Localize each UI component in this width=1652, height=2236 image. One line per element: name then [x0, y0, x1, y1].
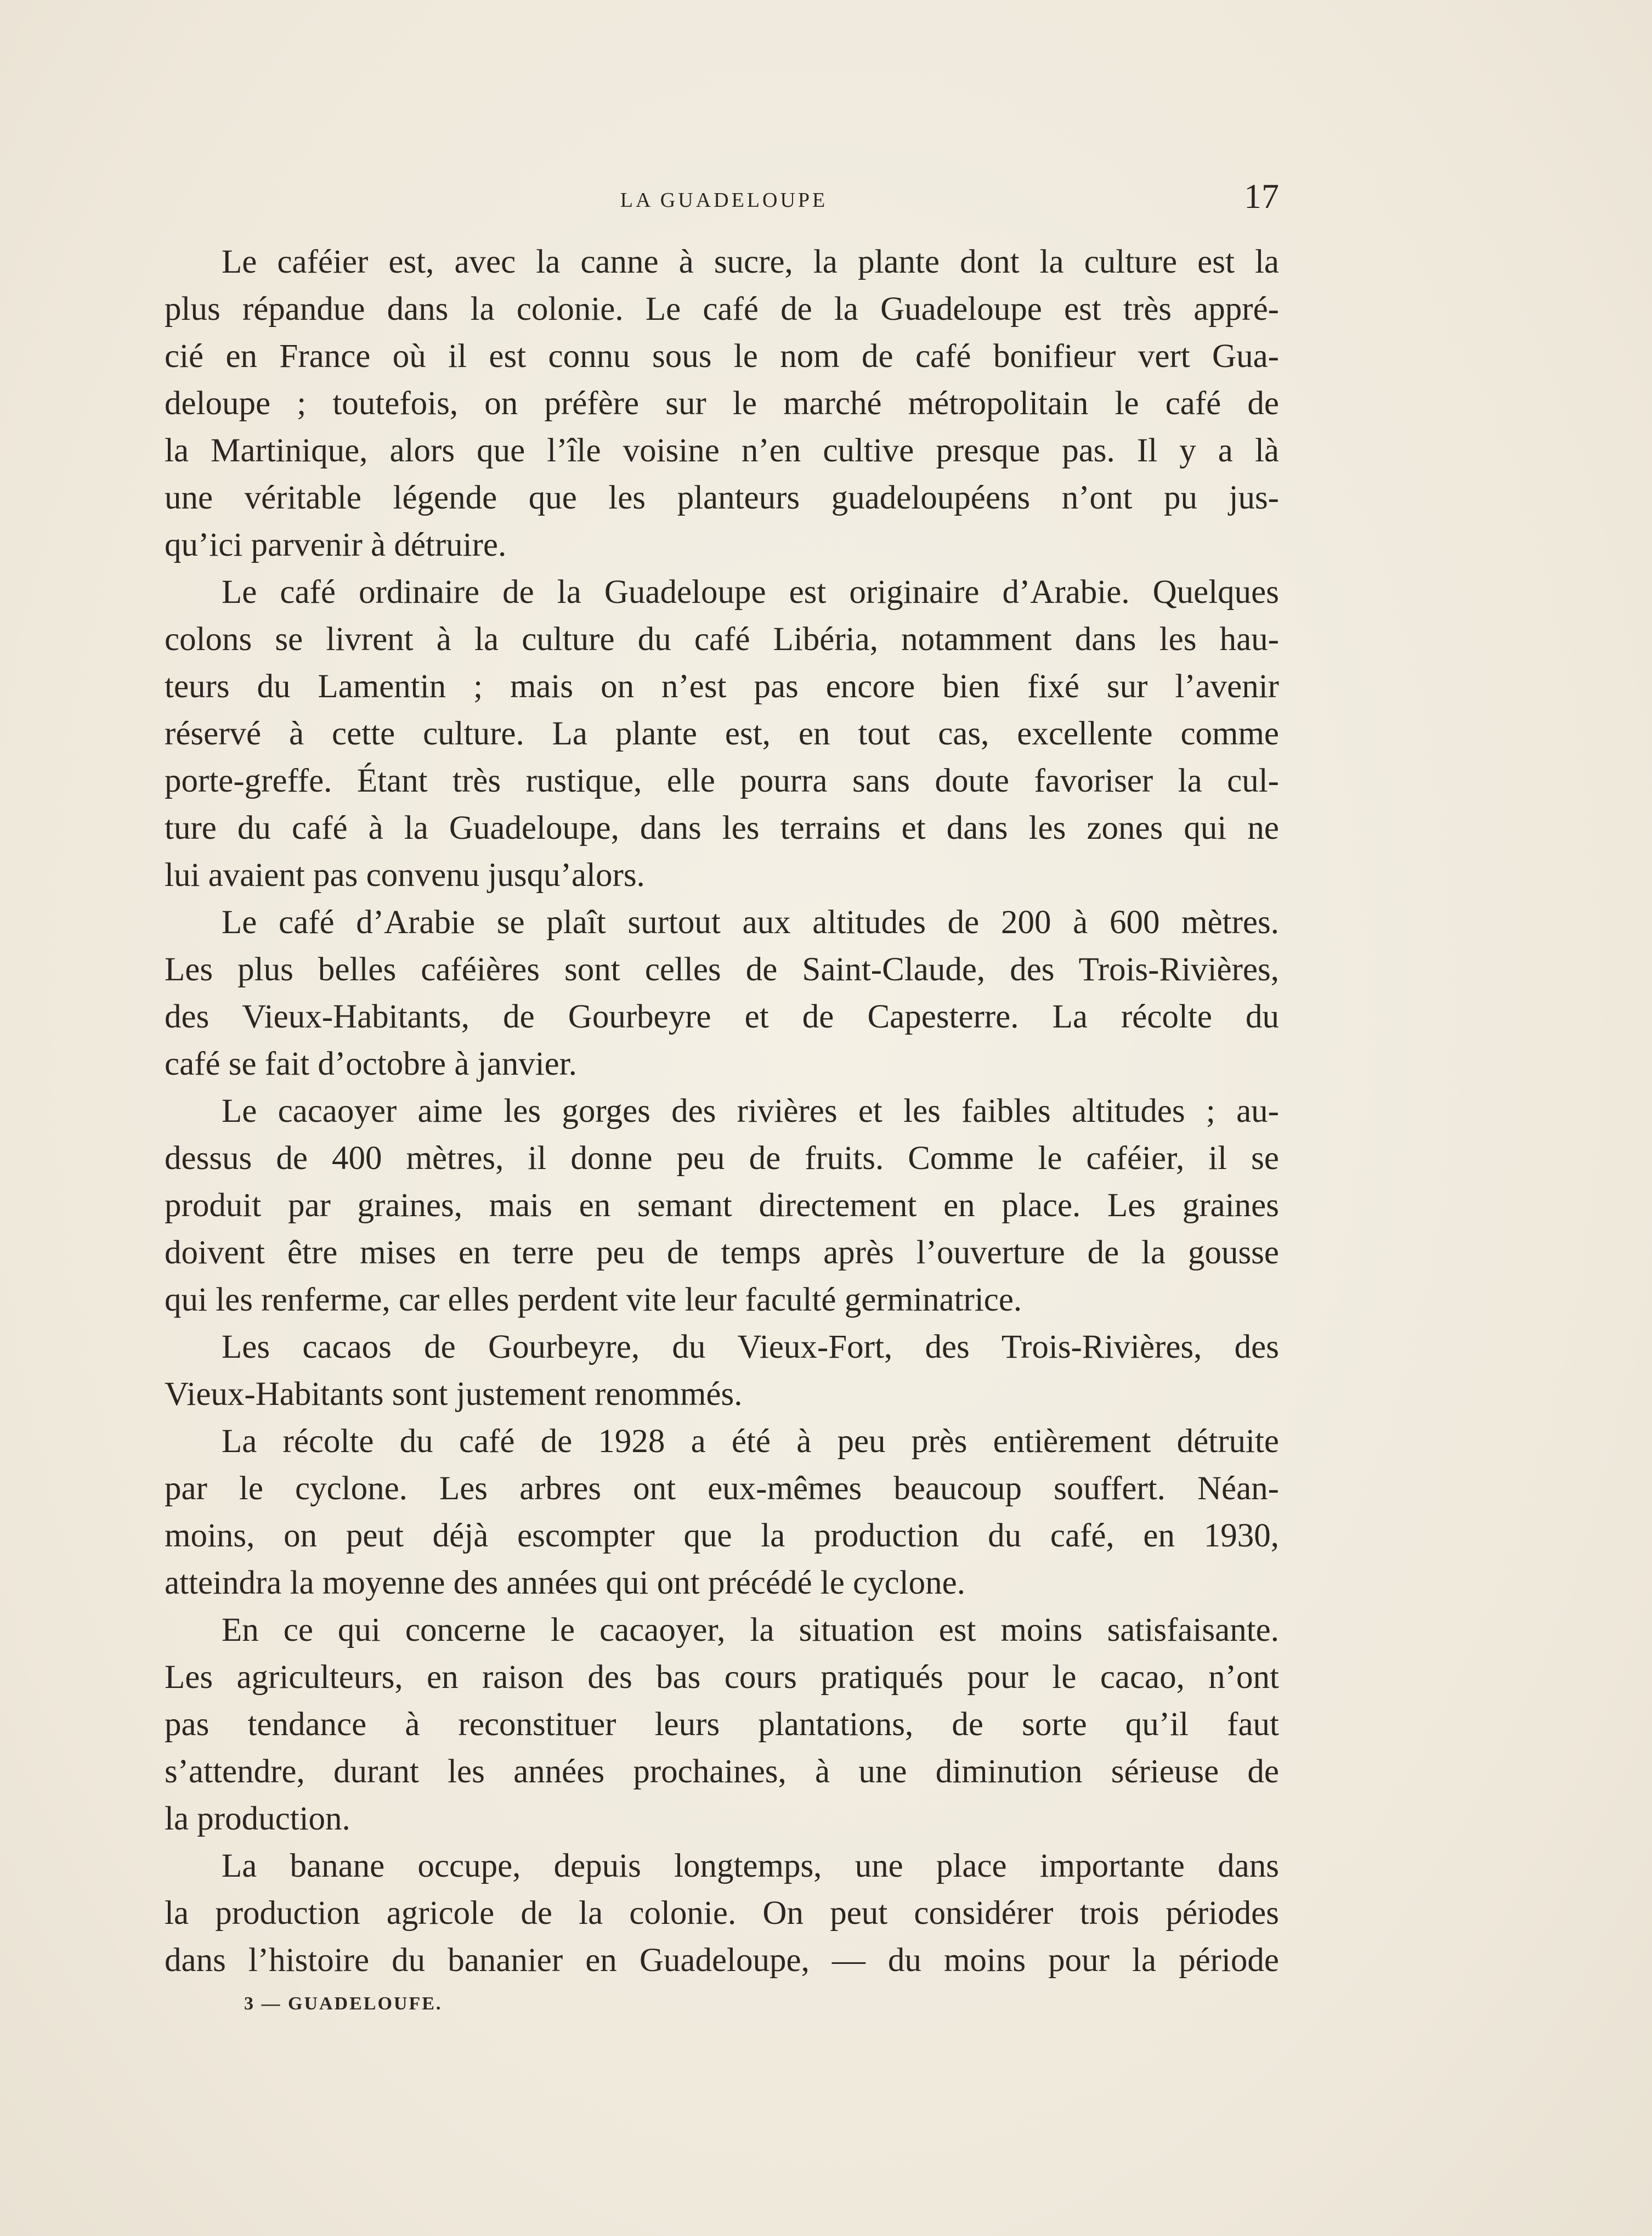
- text-line: porte-greffe. Étant très rustique, elle pourra sans doute favoriser la cul-: [165, 763, 1279, 799]
- text-line: La récolte du café de 1928 a été à peu près entièrement détruite: [222, 1423, 1279, 1460]
- text-line: Le café d’Arabie se plaît surtout aux altitudes de 200 à 600 mètres.: [222, 904, 1279, 941]
- text-line: doivent être mises en terre peu de temps après l’ouverture de la gousse: [165, 1234, 1279, 1271]
- text-line: Vieux-Habitants sont justement renommés.: [165, 1376, 743, 1413]
- text-line: une véritable légende que les planteurs guadeloupéens n’ont pu jus-: [165, 479, 1279, 516]
- text-line: des Vieux-Habitants, de Gourbeyre et de Capesterre. La récolte du: [165, 998, 1279, 1035]
- text-line: En ce qui concerne le cacaoyer, la situation est moins satisfaisante.: [222, 1612, 1279, 1648]
- signature-mark: 3 — GUADELOUFE.: [244, 1994, 443, 2014]
- text-line: moins, on peut déjà escompter que la production du café, en 1930,: [165, 1517, 1279, 1554]
- text-line: la Martinique, alors que l’île voisine n’en cultive presque pas. Il y a là: [165, 432, 1279, 469]
- text-line: teurs du Lamentin ; mais on n’est pas encore bien fixé sur l’avenir: [165, 668, 1279, 705]
- text-line: dessus de 400 mètres, il donne peu de fruits. Comme le caféier, il se: [165, 1140, 1279, 1177]
- paragraph: [165, 899, 1279, 1088]
- text-line: lui avaient pas convenu jusqu’alors.: [165, 857, 645, 894]
- text-line: Les agriculteurs, en raison des bas cours pratiqués pour le cacao, n’ont: [165, 1659, 1279, 1696]
- text-line: plus répandue dans la colonie. Le café de la Guadeloupe est très appré-: [165, 291, 1279, 328]
- text-line: La banane occupe, depuis longtemps, une place importante dans: [222, 1848, 1279, 1884]
- page-number: 17: [1244, 177, 1279, 216]
- paragraph: [165, 1324, 1279, 1418]
- text-line: cié en France où il est connu sous le nom de café bonifieur vert Gua-: [165, 338, 1279, 375]
- paragraph: [165, 1418, 1279, 1607]
- paragraph: [165, 1088, 1279, 1324]
- text-line: par le cyclone. Les arbres ont eux-mêmes beaucoup souffert. Néan-: [165, 1470, 1279, 1507]
- text-line: colons se livrent à la culture du café Libéria, notamment dans les hau-: [165, 621, 1279, 658]
- text-line: Le cacaoyer aime les gorges des rivières et les faibles altitudes ; au-: [222, 1093, 1279, 1130]
- text-line: pas tendance à reconstituer leurs plantations, de sorte qu’il faut: [165, 1706, 1279, 1743]
- text-line: Le caféier est, avec la canne à sucre, la plante dont la culture est la: [222, 244, 1279, 280]
- body-text: [165, 239, 1279, 1984]
- text-line: qui les renferme, car elles perdent vite leur faculté germinatrice.: [165, 1281, 1022, 1318]
- text-line: deloupe ; toutefois, on préfère sur le marché métropolitain le café de: [165, 385, 1279, 422]
- paragraph: [165, 1843, 1279, 1984]
- paragraph: [165, 569, 1279, 899]
- text-line: ture du café à la Guadeloupe, dans les terrains et dans les zones qui ne: [165, 810, 1279, 846]
- paragraph: [165, 239, 1279, 569]
- text-line: dans l’histoire du bananier en Guadeloupe, — du moins pour la période: [165, 1942, 1279, 1979]
- text-line: qu’ici parvenir à détruire.: [165, 527, 507, 563]
- text-line: produit par graines, mais en semant directement en place. Les graines: [165, 1187, 1279, 1224]
- running-title: LA GUADELOUPE: [620, 189, 828, 212]
- text-line: Les cacaos de Gourbeyre, du Vieux-Fort, des Trois-Rivières, des: [222, 1329, 1279, 1365]
- text-line: la production agricole de la colonie. On peut considérer trois périodes: [165, 1895, 1279, 1932]
- text-line: Les plus belles caféières sont celles de Saint-Claude, des Trois-Rivières,: [165, 951, 1279, 988]
- text-line: atteindra la moyenne des années qui ont précédé le cyclone.: [165, 1565, 965, 1601]
- text-line: réservé à cette culture. La plante est, en tout cas, excellente comme: [165, 715, 1279, 752]
- paragraph: [165, 1607, 1279, 1843]
- text-line: s’attendre, durant les années prochaines, à une diminution sérieuse de: [165, 1753, 1279, 1790]
- text-line: café se fait d’octobre à janvier.: [165, 1046, 577, 1082]
- text-line: Le café ordinaire de la Guadeloupe est originaire d’Arabie. Quelques: [222, 574, 1279, 611]
- text-line: la production.: [165, 1800, 350, 1837]
